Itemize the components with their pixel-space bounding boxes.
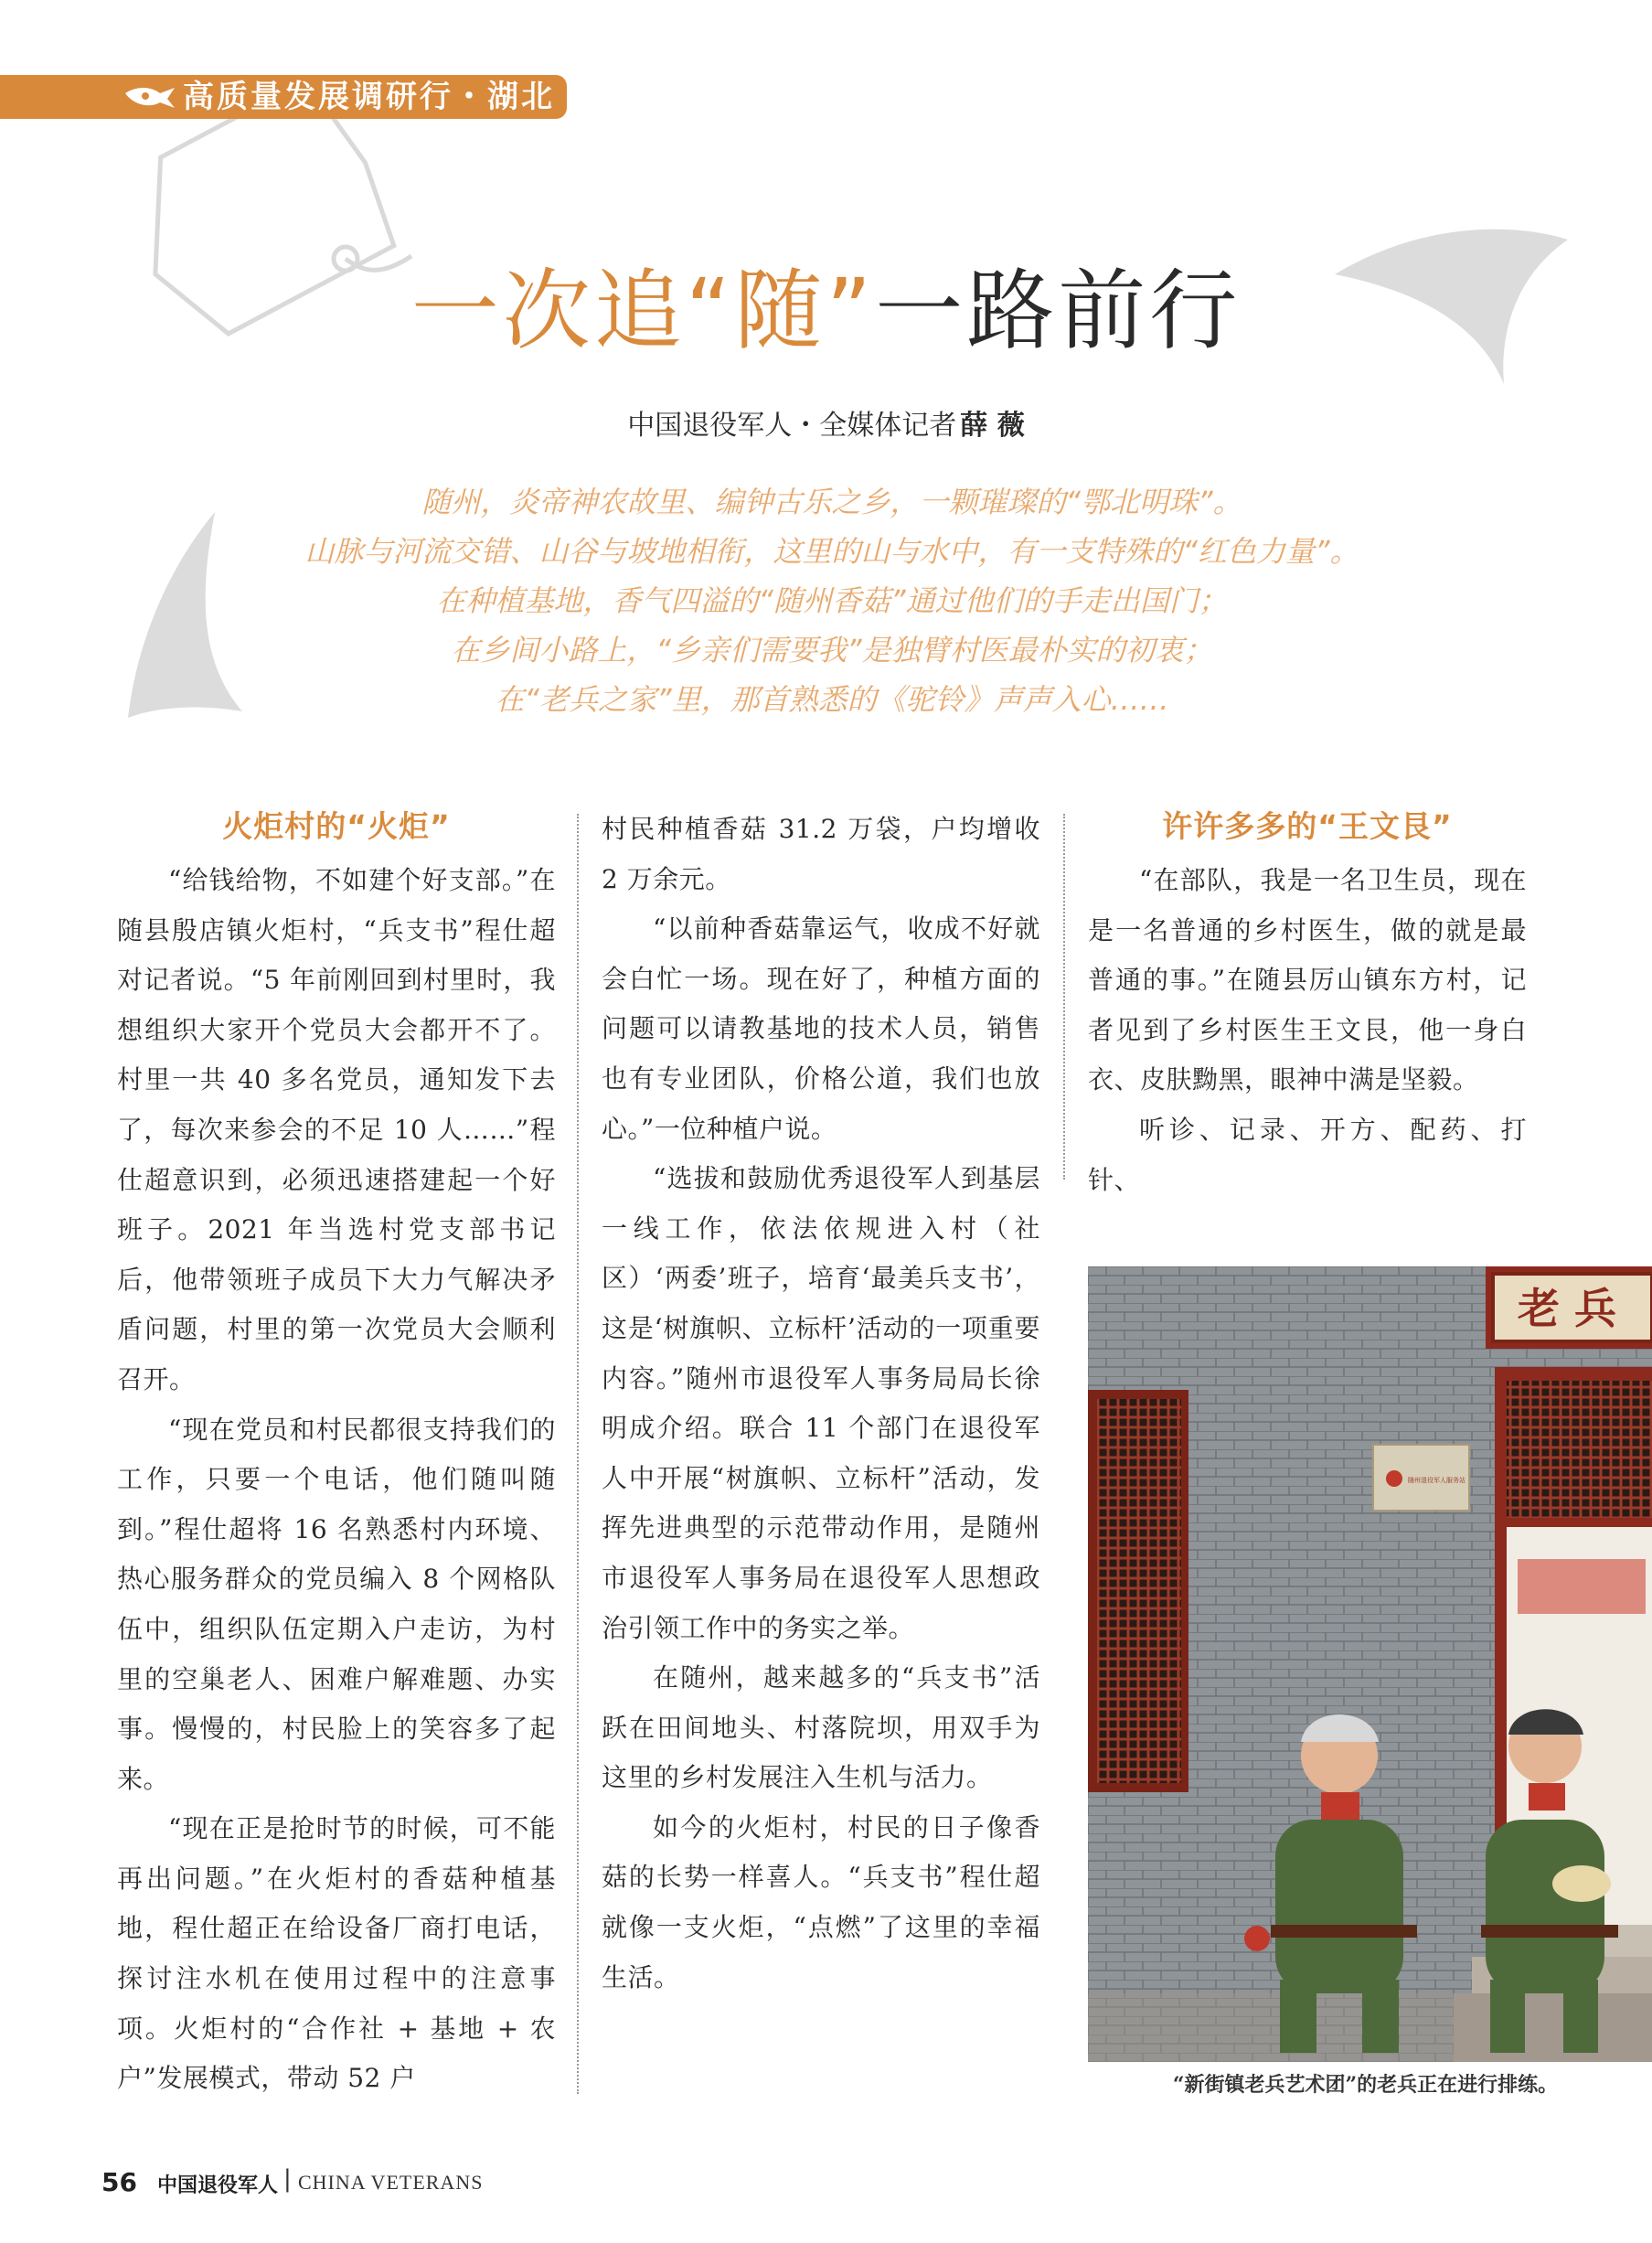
title-part-1: 一次追“随” xyxy=(410,260,876,362)
column-divider xyxy=(1063,814,1065,1180)
intro-line: 在乡间小路上，“乡亲们需要我”是独臂村医最朴实的初衷； xyxy=(451,633,1213,668)
body-paragraph: “现在正是抢时节的时候，可不能再出问题。”在火炬村的香菇种植基地，程仕超正在给设备厂商打电话，探讨注水机在使用过程中的注意事项。火炬村的“合作社 + 基地 + 农户”发展模式，带动 52 户 xyxy=(117,1813,556,2094)
title-part-2: 一路前行 xyxy=(875,260,1242,362)
body-paragraph: 如今的火炬村，村民的日子像香菇的长势一样喜人。“兵支书”程仕超就像一支火炬，“点燃”了这里的幸福生活。 xyxy=(602,1811,1040,1992)
photo-plaque-text: 随州退役军人服务站 xyxy=(1408,1477,1465,1484)
body-paragraph: “选拔和鼓励优秀退役军人到基层一线工作，依法依规进入村（社区）‘两委’班子，培育‘最美兵支书’，这是‘树旗帜、立标杆’活动的一项重要内容。”随州市退役军人事务局局长徐明成介绍。联合 11 个部门在退役军人中开展“树旗帜、立标杆”活动，发挥先进典型的示范带动作用，是随州市退役军人事务局在退役军人思想政治引领工作中的务实之举。 xyxy=(602,1163,1040,1643)
column-divider xyxy=(577,814,579,2094)
magazine-name-english: CHINA VETERANS xyxy=(298,2171,484,2194)
article-title xyxy=(0,261,1652,361)
column-3 xyxy=(1088,801,1527,1205)
body-paragraph: 村民种植香菇 31.2 万袋，户均增收 2 万余元。 xyxy=(602,814,1040,894)
photo-caption: “新街镇老兵艺术团”的老兵正在进行排练。 xyxy=(1172,2073,1559,2097)
intro-line: 随州，炎帝神农故里、编钟古乐之乡，一颗璀璨的“鄂北明珠”。 xyxy=(421,485,1242,519)
body-paragraph: “在部队，我是一名卫生员，现在是一名普通的乡村医生，做的就是最普通的事。”在随县厉山镇东方村，记者见到了乡村医生王文艮，他一身白衣、皮肤黝黑，眼神中满是坚毅。 xyxy=(1088,865,1527,1095)
article-photo xyxy=(1088,1266,1652,2062)
author-name: 薛 薇 xyxy=(960,410,1025,442)
bird-logo-icon xyxy=(123,82,176,112)
intro-line: 山脉与河流交错、山谷与坡地相衔，这里的山与水中，有一支特殊的“红色力量”。 xyxy=(304,534,1359,569)
footer-separator: | xyxy=(283,2165,292,2193)
body-paragraph: 在随州，越来越多的“兵支书”活跃在田间地头、村落院坝，用双手为这里的乡村发展注入生机与活力。 xyxy=(602,1662,1040,1793)
photo-sign-text: 老兵 xyxy=(1518,1284,1631,1333)
body-paragraph: “给钱给物，不如建个好支部。”在随县殷店镇火炬村，“兵支书”程仕超对记者说。“5 年前刚回到村里时，我想组织大家开个党员大会都开不了。村里一共 40 多名党员，通知发下去了，每次来参会的不足 10 人……”程仕超意识到，必须迅速搭建起一个好班子。2021 年当选村党支部书记后，他带领班子成员下大力气解决矛盾问题，村里的第一次党员大会顺利召开。 xyxy=(117,865,556,1394)
intro-line: 在“老兵之家”里，那首熟悉的《驼铃》声声入心…… xyxy=(495,682,1169,717)
byline xyxy=(0,402,1652,443)
intro-lead xyxy=(165,477,1499,724)
byline-prefix: 中国退役军人・全媒体记者 xyxy=(627,410,957,442)
intro-line: 在种植基地，香气四溢的“随州香菇”通过他们的手走出国门； xyxy=(436,583,1228,618)
column-1 xyxy=(117,801,556,2104)
column-2 xyxy=(602,805,1040,2003)
body-paragraph: “以前种香菇靠运气，收成不好就会白忙一场。现在好了，种植方面的问题可以请教基地的技术人员，销售也有专业团队，价格公道，我们也放心。”一位种植户说。 xyxy=(602,913,1040,1144)
section-label: 高质量发展调研行・湖北 xyxy=(183,79,555,115)
page-number: 56 xyxy=(101,2167,137,2197)
body-paragraph: “现在党员和村民都很支持我们的工作，只要一个电话，他们随叫随到。”程仕超将 16 名熟悉村内环境、热心服务群众的党员编入 8 个网格队伍中，组织队伍定期入户走访，为村里的空巢老人、困难户解难题、办实事。慢慢的，村民脸上的笑容多了起来。 xyxy=(117,1414,556,1794)
body-paragraph: 听诊、记录、开方、配药、打针、 xyxy=(1088,1114,1527,1195)
magazine-name: 中国退役军人 xyxy=(157,2174,279,2197)
section-heading: 火炬村的“火炬” xyxy=(222,808,451,844)
section-heading: 许许多多的“王文艮” xyxy=(1162,808,1453,844)
